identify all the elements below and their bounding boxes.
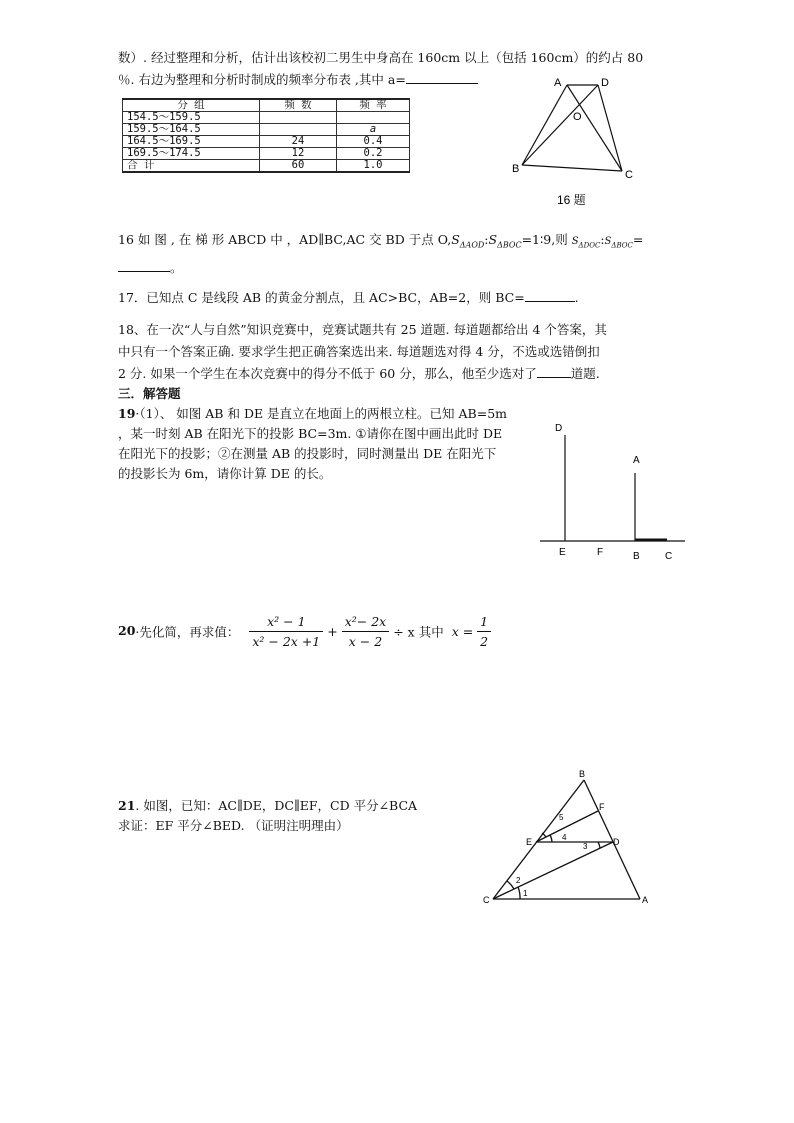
ratio-value: =1∶9 (521, 232, 552, 247)
table-cell: 0.4 (337, 136, 410, 148)
q18-line2: 中只有一个答案正确. 要求学生把正确答案选出来. 每道题选对得 4 分，不选或选错倒扣 (118, 344, 600, 359)
trapezoid-figure (505, 72, 645, 212)
denominator: x − 2 (348, 634, 383, 649)
ratio-s: S (451, 232, 460, 247)
q18-end: 道题. (570, 366, 600, 381)
divide-text: ÷ x 其中 (393, 624, 444, 640)
table-row (123, 160, 410, 173)
table-row (123, 124, 410, 136)
label-c: C (483, 895, 490, 905)
table-cell: 159.5～164.5 (123, 124, 260, 136)
table-cell: 60 (260, 160, 337, 173)
table-cell (260, 124, 337, 136)
angle-label-3: 3 (583, 842, 588, 851)
angle-arc-2 (507, 881, 514, 889)
ratio-sub: ΔBOC (611, 241, 633, 250)
segment-bc (522, 165, 622, 171)
section-heading: 三．解答题 (118, 386, 181, 401)
q18-line3-text: 2 分. 如果一个学生在本次竞赛中的得分不低于 60 分，那么，他至少选对了 (118, 366, 537, 381)
fraction-2 (342, 614, 390, 649)
q20-number: 20 (118, 623, 136, 638)
table-cell (260, 112, 337, 124)
ratio-s: S (488, 232, 498, 247)
q21-line1-text: . 如图，已知：AC∥DE，DC∥EF，CD 平分∠BCA (135, 798, 418, 813)
label-f: F (599, 802, 605, 812)
q15-answer-blank (406, 83, 478, 84)
table-row (123, 112, 410, 124)
frequency-table (122, 98, 410, 173)
q21-number: 21 (118, 798, 136, 813)
table-cell: 12 (260, 148, 337, 160)
q16-line1 (118, 230, 643, 250)
segment-dc (598, 85, 622, 171)
ratio-sub: ΔBOC (497, 240, 522, 250)
segment-ef (536, 811, 598, 842)
q19-line3: 在阳光下的投影；②在测量 AB 的投影时，同时测量出 DE 在阳光下 (118, 446, 497, 461)
table-cell: 24 (260, 136, 337, 148)
label-b: B (633, 551, 640, 562)
table-row (123, 136, 410, 148)
label-b: B (579, 769, 586, 779)
label-b: B (512, 163, 520, 175)
angle-label-2: 2 (516, 876, 521, 885)
q16-text: 16 如 图 , 在 梯 形 ABCD 中 ，AD∥BC,AC 交 BD 于点 O, (118, 232, 452, 247)
denominator: x² − 2x +1 (252, 634, 321, 649)
label-e: E (559, 547, 566, 558)
q17-text: 17．已知点 C 是线段 AB 的黄金分割点，且 AC>BC，AB=2，则 BC= (118, 290, 525, 305)
table-header-row (123, 99, 410, 112)
poles-figure (535, 415, 695, 565)
q17-answer-blank (525, 301, 575, 302)
triangle-figure (480, 765, 655, 910)
denominator: 2 (480, 634, 489, 649)
label-d: D (601, 77, 609, 89)
table-cell: 合 计 (123, 160, 260, 173)
table-cell: 154.5～159.5 (123, 112, 260, 124)
segment-ac (567, 85, 622, 171)
ratio-s: S (604, 236, 612, 247)
label-c: C (625, 169, 633, 181)
side-cb (493, 780, 584, 899)
angle-arc-3 (598, 842, 600, 848)
table-cell: a (337, 124, 410, 136)
ratio-colon: : (484, 232, 489, 247)
label-c: C (665, 551, 673, 562)
table-row (123, 148, 410, 160)
figure-caption: 16 题 (557, 193, 586, 207)
x-equals: x = (451, 624, 474, 639)
q17 (118, 288, 579, 306)
table-header: 频 率 (337, 99, 410, 112)
q16-line2 (118, 258, 183, 276)
label-e: E (526, 837, 533, 847)
ratio-sub: ΔAOD (459, 240, 485, 250)
q15-line2 (118, 70, 478, 88)
q16-end: 。 (170, 260, 183, 275)
q19-line1-text: ·（1）、 如图 AB 和 DE 是直立在地面上的两根立柱。已知 AB=5m (135, 406, 508, 421)
q20 (118, 614, 491, 649)
table-cell: 0.2 (337, 148, 410, 160)
table-cell: 164.5～169.5 (123, 136, 260, 148)
q21-line2: 求证：EF 平分∠BED. （证明注明理由） (118, 818, 349, 833)
ratio-eq: = (632, 232, 644, 247)
plus-sign: + (327, 624, 338, 639)
q15-line1: 数）. 经过整理和分析，估计出该校初二男生中身高在 160cm 以上（包括 160cm）的约占 80 (118, 50, 644, 65)
q17-end: . (574, 290, 579, 305)
q18-answer-blank (537, 377, 571, 378)
side-ba (584, 780, 640, 899)
q16-answer-blank (118, 271, 170, 272)
label-f: F (597, 547, 604, 558)
table-cell (337, 112, 410, 124)
angle-label-1: 1 (523, 889, 528, 898)
q19-line2: ，某一时刻 AB 在阳光下的投影 BC=3m. ①请你在图中画出此时 DE (118, 426, 503, 441)
label-d: D (613, 837, 620, 847)
ratio-sub: ΔDOC (578, 241, 601, 250)
q16-then: ,则 (551, 232, 568, 247)
label-o: O (573, 111, 582, 123)
table-cell: 1.0 (337, 160, 410, 173)
q20-text: ·先化简，再求值： (135, 624, 240, 640)
numerator: 1 (477, 614, 491, 632)
q19-number: 19 (118, 406, 136, 421)
q19-line1 (118, 404, 507, 422)
angle-label-5: 5 (559, 813, 564, 822)
q15-line2-text: ％. 右边为整理和分析时制成的频率分布表 ,其中 a= (118, 72, 406, 87)
table-header: 频 数 (260, 99, 337, 112)
q18-line3 (118, 364, 600, 382)
fraction-x (477, 614, 491, 649)
label-a: A (633, 455, 640, 466)
q19-line4: 的投影长为 6m，请你计算 DE 的长。 (118, 466, 332, 481)
label-d: D (555, 423, 563, 434)
label-a: A (642, 895, 649, 905)
angle-arc-1 (518, 887, 520, 899)
q18-line1: 18、在一次“人与自然”知识竞赛中，竞赛试题共有 25 道题. 每道题都给出 4 个答案，其 (118, 322, 607, 337)
label-a: A (554, 77, 562, 89)
segment-cd (493, 842, 613, 899)
table-cell: 169.5～174.5 (123, 148, 260, 160)
fraction-1 (249, 614, 323, 649)
angle-label-4: 4 (562, 833, 567, 842)
numerator: x² − 1 (249, 614, 323, 632)
numerator: x²− 2x (342, 614, 390, 632)
q21-line1 (118, 796, 417, 814)
table-header: 分 组 (123, 99, 260, 112)
ratio-colon: : (600, 232, 605, 247)
ratio-s: S (571, 236, 579, 247)
angle-arc-4 (550, 835, 552, 842)
